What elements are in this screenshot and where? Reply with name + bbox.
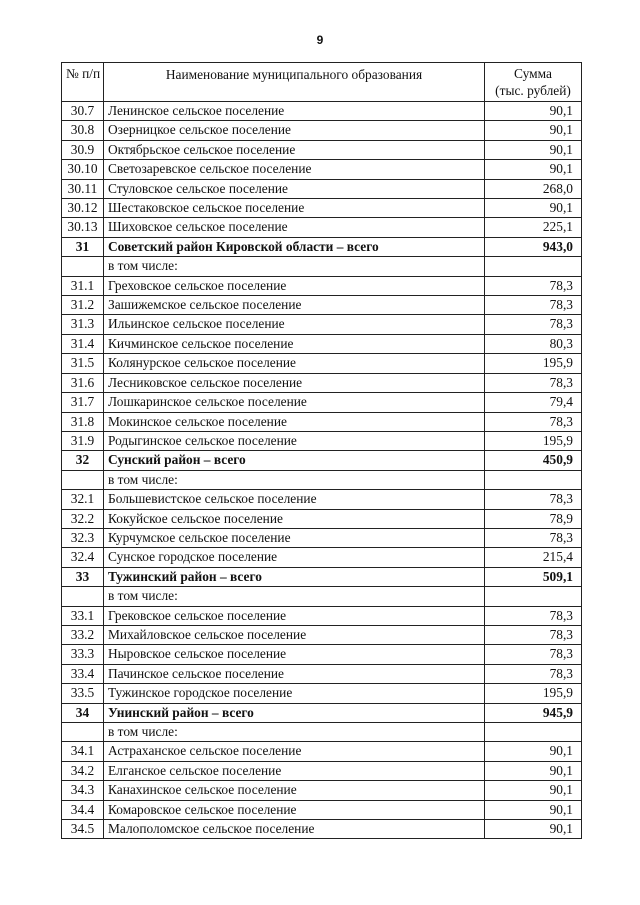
row-sum: 195,9 [485,354,582,373]
row-number: 34.5 [62,820,104,839]
row-number: 31.2 [62,296,104,315]
table-body [62,102,582,839]
row-name: Курчумское сельское поселение [104,528,485,547]
table-row-total [62,703,582,722]
row-sum: 78,3 [485,606,582,625]
row-sum: 78,3 [485,664,582,683]
row-name: Сунское городское поселение [104,548,485,567]
row-sum: 78,3 [485,412,582,431]
row-name: Кичминское сельское поселение [104,334,485,353]
table-row [62,160,582,179]
table-row [62,373,582,392]
row-sum: 78,3 [485,625,582,644]
row-sum: 90,1 [485,199,582,218]
row-sum: 90,1 [485,820,582,839]
row-number [62,257,104,276]
table-row [62,781,582,800]
row-sum: 78,9 [485,509,582,528]
row-name: Тужинское городское поселение [104,684,485,703]
row-number: 33.3 [62,645,104,664]
row-name: Канахинское сельское поселение [104,781,485,800]
row-number: 33 [62,567,104,586]
row-number: 32.4 [62,548,104,567]
row-name: Лошкаринское сельское поселение [104,393,485,412]
table-row [62,664,582,683]
row-sum: 78,3 [485,490,582,509]
table-row [62,218,582,237]
table-row [62,354,582,373]
row-sum: 90,1 [485,781,582,800]
row-number: 31.3 [62,315,104,334]
row-sum: 90,1 [485,800,582,819]
row-name: Астраханское сельское поселение [104,742,485,761]
row-sum: 78,3 [485,296,582,315]
row-number: 30.8 [62,121,104,140]
row-number: 30.10 [62,160,104,179]
header-number: № п/п [62,63,104,102]
row-name: Мокинское сельское поселение [104,412,485,431]
row-name: Ильинское сельское поселение [104,315,485,334]
table-row [62,625,582,644]
row-number: 31.9 [62,431,104,450]
table-row [62,470,582,489]
table-row [62,761,582,780]
row-number: 34.3 [62,781,104,800]
row-name: Ленинское сельское поселение [104,102,485,121]
row-name: в том числе: [104,470,485,489]
row-sum: 90,1 [485,742,582,761]
table-row [62,431,582,450]
row-name: Шестаковское сельское поселение [104,199,485,218]
row-name: Греховское сельское поселение [104,276,485,295]
row-number: 31.6 [62,373,104,392]
table-row [62,121,582,140]
table-row [62,199,582,218]
table-row [62,548,582,567]
table-row [62,334,582,353]
header-name: Наименование муниципального образования [104,63,485,102]
row-name: Лесниковское сельское поселение [104,373,485,392]
table-header [62,63,582,102]
header-sum-title: Сумма [514,66,552,81]
row-number: 30.13 [62,218,104,237]
row-sum: 90,1 [485,140,582,159]
row-number [62,470,104,489]
row-number: 34.1 [62,742,104,761]
table-row [62,742,582,761]
header-sum [485,63,582,102]
header-sum-unit: (тыс. рублей) [495,83,571,98]
row-number: 31.1 [62,276,104,295]
row-name: в том числе: [104,257,485,276]
row-sum: 90,1 [485,761,582,780]
row-number: 33.5 [62,684,104,703]
row-number: 32.2 [62,509,104,528]
row-name: Советский район Кировской области – всего [104,237,485,256]
row-name: в том числе: [104,587,485,606]
row-name: Зашижемское сельское поселение [104,296,485,315]
table-row [62,412,582,431]
row-sum: 90,1 [485,160,582,179]
row-name: Большевистское сельское поселение [104,490,485,509]
row-name: Светозаревское сельское поселение [104,160,485,179]
row-number: 31 [62,237,104,256]
row-number: 34.2 [62,761,104,780]
row-sum: 450,9 [485,451,582,470]
row-sum: 79,4 [485,393,582,412]
row-number: 30.12 [62,199,104,218]
row-sum: 215,4 [485,548,582,567]
row-sum: 509,1 [485,567,582,586]
table-row [62,528,582,547]
table-row [62,645,582,664]
row-name: Сунский район – всего [104,451,485,470]
row-name: Тужинский район – всего [104,567,485,586]
row-name: Ныровское сельское поселение [104,645,485,664]
row-number: 33.1 [62,606,104,625]
row-sum: 78,3 [485,528,582,547]
table-row [62,490,582,509]
table-row [62,684,582,703]
table-row [62,800,582,819]
row-sum: 78,3 [485,373,582,392]
row-number: 31.4 [62,334,104,353]
row-name: Малополомское сельское поселение [104,820,485,839]
page-number: 9 [316,33,324,47]
row-name: Шиховское сельское поселение [104,218,485,237]
row-sum: 80,3 [485,334,582,353]
row-number: 34.4 [62,800,104,819]
row-sum: 78,3 [485,645,582,664]
row-number: 33.4 [62,664,104,683]
row-number [62,723,104,742]
allocation-table [61,62,582,839]
row-number: 30.9 [62,140,104,159]
row-name: Октябрьское сельское поселение [104,140,485,159]
row-number: 31.8 [62,412,104,431]
row-sum: 78,3 [485,276,582,295]
row-sum: 90,1 [485,102,582,121]
header-row [62,63,582,102]
table-row [62,723,582,742]
table-row [62,587,582,606]
row-number [62,587,104,606]
row-name: Пачинское сельское поселение [104,664,485,683]
row-sum: 225,1 [485,218,582,237]
row-number: 32.3 [62,528,104,547]
table-row [62,509,582,528]
row-name: в том числе: [104,723,485,742]
row-name: Родыгинское сельское поселение [104,431,485,450]
table-row [62,315,582,334]
row-number: 33.2 [62,625,104,644]
table-row [62,393,582,412]
table-row-total [62,237,582,256]
table-row [62,820,582,839]
table-row [62,140,582,159]
row-number: 32.1 [62,490,104,509]
table-row [62,102,582,121]
row-name: Михайловское сельское поселение [104,625,485,644]
row-name: Унинский район – всего [104,703,485,722]
row-sum: 945,9 [485,703,582,722]
row-name: Кокуйское сельское поселение [104,509,485,528]
row-sum: 195,9 [485,431,582,450]
row-sum [485,587,582,606]
row-number: 31.7 [62,393,104,412]
row-name: Колянурское сельское поселение [104,354,485,373]
row-sum [485,470,582,489]
table-row [62,606,582,625]
table-row [62,179,582,198]
table-row [62,276,582,295]
row-sum: 90,1 [485,121,582,140]
table-row-total [62,567,582,586]
row-sum: 943,0 [485,237,582,256]
table-row-total [62,451,582,470]
row-number: 31.5 [62,354,104,373]
row-number: 30.7 [62,102,104,121]
row-number: 32 [62,451,104,470]
row-number: 30.11 [62,179,104,198]
row-number: 34 [62,703,104,722]
table-row [62,296,582,315]
row-sum: 78,3 [485,315,582,334]
row-name: Елганское сельское поселение [104,761,485,780]
row-name: Грековское сельское поселение [104,606,485,625]
table-row [62,257,582,276]
row-sum: 195,9 [485,684,582,703]
row-name: Комаровское сельское поселение [104,800,485,819]
row-sum [485,723,582,742]
row-name: Озерницкое сельское поселение [104,121,485,140]
row-sum [485,257,582,276]
row-name: Стуловское сельское поселение [104,179,485,198]
row-sum: 268,0 [485,179,582,198]
